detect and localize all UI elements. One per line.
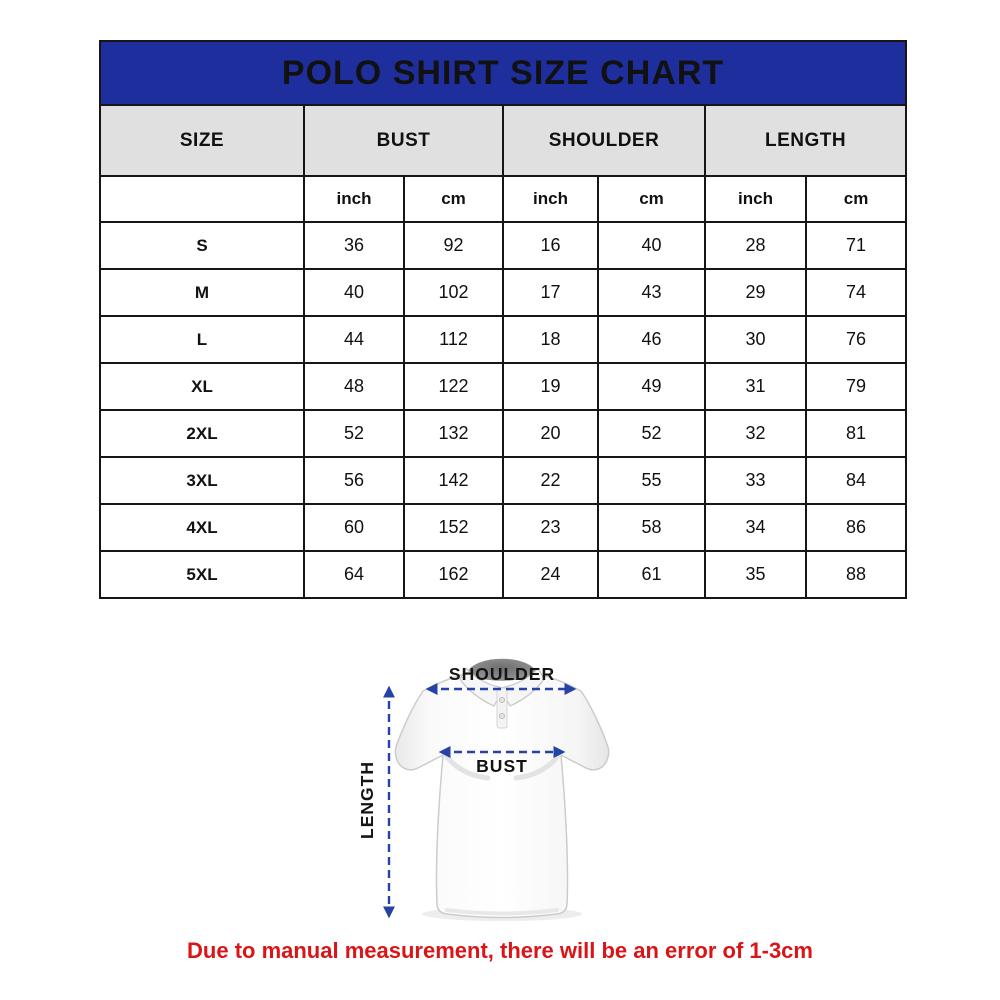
measurement-cell: 33 [705, 457, 806, 504]
unit-label-bust-inch: inch [304, 176, 404, 222]
measurement-cell: 74 [806, 269, 906, 316]
measurement-cell: 132 [404, 410, 503, 457]
measurement-cell: 17 [503, 269, 598, 316]
unit-row [100, 176, 906, 222]
measurement-cell: 22 [503, 457, 598, 504]
table-row [100, 269, 906, 316]
measurement-cell: 24 [503, 551, 598, 598]
measurement-cell: 84 [806, 457, 906, 504]
table-row [100, 410, 906, 457]
measurement-cell: 40 [598, 222, 705, 269]
size-label: XL [100, 363, 304, 410]
column-group-row [100, 105, 906, 176]
measurement-cell: 36 [304, 222, 404, 269]
col-header-shoulder: SHOULDER [503, 105, 705, 176]
measurement-cell: 55 [598, 457, 705, 504]
col-header-bust: BUST [304, 105, 503, 176]
unit-label-bust-cm: cm [404, 176, 503, 222]
measurement-cell: 64 [304, 551, 404, 598]
title-row [100, 41, 906, 105]
button-bottom [499, 713, 504, 718]
table-row [100, 316, 906, 363]
size-label: L [100, 316, 304, 363]
size-chart-table [99, 40, 907, 599]
measurement-cell: 152 [404, 504, 503, 551]
measurement-cell: 60 [304, 504, 404, 551]
measurement-cell: 56 [304, 457, 404, 504]
length-measure-label: LENGTH [357, 761, 377, 839]
measurement-cell: 32 [705, 410, 806, 457]
unit-label-length-inch: inch [705, 176, 806, 222]
measurement-cell: 23 [503, 504, 598, 551]
size-table-body [100, 222, 906, 598]
size-label: M [100, 269, 304, 316]
measurement-cell: 31 [705, 363, 806, 410]
measurement-cell: 48 [304, 363, 404, 410]
measurement-cell: 92 [404, 222, 503, 269]
unit-label-shoulder-inch: inch [503, 176, 598, 222]
size-label: 5XL [100, 551, 304, 598]
bust-measure-label: BUST [476, 756, 528, 776]
measurement-cell: 58 [598, 504, 705, 551]
measurement-cell: 49 [598, 363, 705, 410]
col-header-length: LENGTH [705, 105, 906, 176]
size-label: 3XL [100, 457, 304, 504]
measurement-cell: 122 [404, 363, 503, 410]
chart-title: POLO SHIRT SIZE CHART [100, 41, 906, 105]
measurement-cell: 29 [705, 269, 806, 316]
measurement-cell: 40 [304, 269, 404, 316]
measurement-cell: 142 [404, 457, 503, 504]
size-label: 2XL [100, 410, 304, 457]
shoulder-measure-label: SHOULDER [448, 664, 556, 684]
size-label: 4XL [100, 504, 304, 551]
measurement-cell: 28 [705, 222, 806, 269]
measurement-cell: 76 [806, 316, 906, 363]
measurement-cell: 102 [404, 269, 503, 316]
measurement-cell: 112 [404, 316, 503, 363]
measurement-cell: 79 [806, 363, 906, 410]
measurement-cell: 20 [503, 410, 598, 457]
polo-shirt-diagram [352, 642, 697, 942]
measurement-cell: 19 [503, 363, 598, 410]
table-row [100, 504, 906, 551]
placket [497, 688, 507, 728]
measurement-cell: 52 [598, 410, 705, 457]
unit-label-length-cm: cm [806, 176, 906, 222]
measurement-cell: 34 [705, 504, 806, 551]
measurement-cell: 88 [806, 551, 906, 598]
measurement-cell: 52 [304, 410, 404, 457]
measurement-cell: 61 [598, 551, 705, 598]
measurement-cell: 35 [705, 551, 806, 598]
table-row [100, 363, 906, 410]
table-row [100, 551, 906, 598]
measurement-cell: 30 [705, 316, 806, 363]
measurement-cell: 44 [304, 316, 404, 363]
measurement-cell: 16 [503, 222, 598, 269]
table-row [100, 222, 906, 269]
measurement-cell: 43 [598, 269, 705, 316]
measurement-cell: 71 [806, 222, 906, 269]
size-label: S [100, 222, 304, 269]
measurement-cell: 86 [806, 504, 906, 551]
measurement-cell: 162 [404, 551, 503, 598]
measurement-note: Due to manual measurement, there will be an error of 1-3cm [187, 938, 813, 963]
table-row [100, 457, 906, 504]
measurement-cell: 18 [503, 316, 598, 363]
unit-label-shoulder-cm: cm [598, 176, 705, 222]
unit-spacer-cell [100, 176, 304, 222]
measurement-cell: 46 [598, 316, 705, 363]
measurement-cell: 81 [806, 410, 906, 457]
col-header-size: SIZE [100, 105, 304, 176]
button-top [499, 697, 504, 702]
